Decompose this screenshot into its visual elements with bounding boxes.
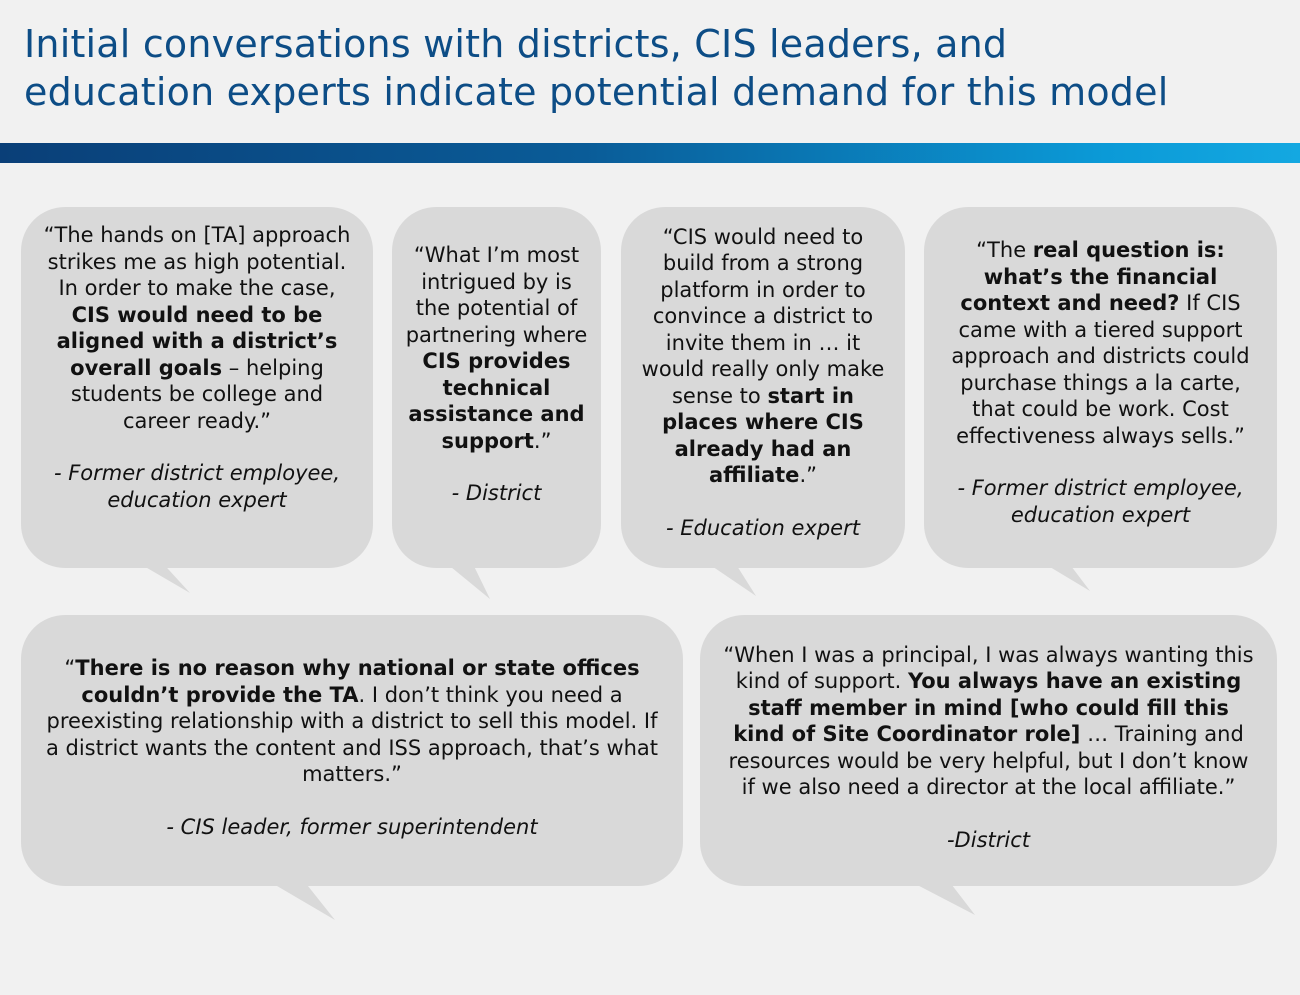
- quote-text: “What I’m most intrigued by is the potential of partnering where CIS provides technical assistance and support.”: [405, 243, 588, 453]
- quote-attribution: - CIS leader, former superintendent: [166, 814, 538, 839]
- slide-title-line-1: Initial conversations with districts, CIS leaders, and: [24, 22, 1008, 66]
- quote-bubble-5: [21, 615, 683, 886]
- quote-text: “The real question is: what’s the financial context and need? If CIS came with a tiered support approach and districts could purchase things a la carte, that could be work. Cost effectiveness always sells.”: [951, 238, 1250, 448]
- quote-attribution: - Former district employee, education expert: [53, 461, 341, 512]
- quote-attribution: - Education expert: [666, 515, 860, 540]
- quote-bubble-3: [621, 207, 905, 568]
- slide-title-line-2: education experts indicate potential demand for this model: [24, 70, 1169, 114]
- quote-text: “When I was a principal, I was always wanting this kind of support. You always have an existing staff member in mind [who could fill this kind of Site Coordinator role] … Training and resources would be very helpful, but I don’t know if we also need a director at the local affiliate.”: [723, 642, 1254, 800]
- quote-attribution: - District: [451, 481, 542, 506]
- slide-title: [24, 20, 1284, 116]
- quote-bubble-2: [392, 207, 601, 568]
- quote-bubble-4: [924, 207, 1277, 568]
- title-divider-bar: [0, 143, 1300, 163]
- quote-bubble-1: [21, 207, 373, 568]
- quote-attribution: - Former district employee, education expert: [957, 476, 1244, 527]
- quote-text: “There is no reason why national or state offices couldn’t provide the TA. I don’t think you need a preexisting relationship with a district to sell this model. If a district wants the content and ISS approach, that’s what matters.”: [45, 656, 659, 786]
- quote-attribution: -District: [946, 827, 1030, 852]
- quote-text: “CIS would need to build from a strong platform in order to convince a district to invite them in … it would really only make sense to start in places where CIS already had an affiliate.”: [641, 224, 885, 488]
- quote-text: “The hands on [TA] approach strikes me as high potential. In order to make the case, CIS would need to be aligned with a district’s overall goals – helping students be college and career ready.”: [43, 223, 351, 433]
- quote-bubble-6: [700, 615, 1277, 886]
